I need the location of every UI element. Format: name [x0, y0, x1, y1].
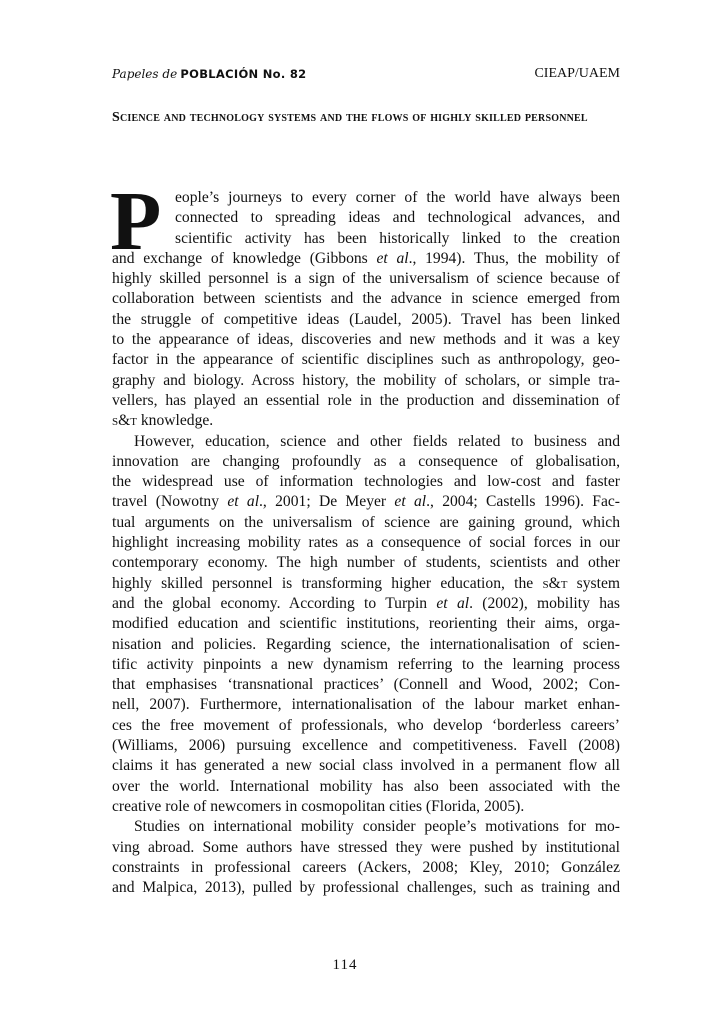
text-run: contemporary economy. The high number of students, scientists and other — [112, 554, 620, 572]
text-line — [112, 553, 620, 573]
text-run: factor in the appearance of scientific disciplines such as anthropology, geo- — [112, 351, 620, 369]
italic-text: et al — [376, 249, 409, 267]
text-run: innovation are changing profoundly as a consequence of globalisation, — [112, 452, 620, 470]
text-run: ving abroad. Some authors have stressed they were pushed by institutional — [112, 838, 620, 856]
text-line — [112, 472, 620, 492]
text-line — [112, 777, 620, 797]
text-run: highlight increasing mobility rates as a consequence of social forces in our — [112, 534, 620, 552]
drop-cap: P — [110, 175, 162, 268]
italic-text: et al — [436, 594, 470, 612]
text-run: and Malpica, 2013), pulled by professional challenges, such as training and — [112, 879, 620, 897]
text-line — [112, 249, 620, 269]
text-run: the widespread use of information technologies and low-cost and faster — [112, 473, 620, 491]
small-caps-text: s&t — [112, 412, 137, 430]
text-line — [112, 838, 620, 858]
text-run: nisation and policies. Regarding science, the internationalisation of scien- — [112, 635, 620, 653]
text-run: that emphasises ‘transnational practices’ (Connell and Wood, 2002; Con- — [112, 676, 620, 694]
text-run: travel (Nowotny — [112, 493, 228, 511]
section-title: Science and technology systems and the flows of highly skilled personnel — [112, 110, 588, 125]
text-line — [112, 817, 620, 837]
text-run: the struggle of competitive ideas (Laudel, 2005). Travel has been linked — [112, 310, 620, 328]
text-run: tual arguments on the universalism of science are gaining ground, which — [112, 513, 620, 531]
text-run: ., 2001; De Meyer — [259, 493, 395, 511]
text-line — [112, 695, 620, 715]
journal-name: POBLACIÓN No. 82 — [180, 67, 307, 81]
text-run: nell, 2007). Furthermore, internationalisation of the labour market enhan- — [112, 696, 620, 714]
text-line — [112, 533, 620, 553]
text-line — [112, 878, 620, 898]
text-line — [112, 188, 620, 208]
text-run: constraints in professional careers (Ackers, 2008; Kley, 2010; González — [112, 858, 620, 876]
text-run: scientific activity has been historically linked to the creation — [175, 229, 620, 247]
text-line — [112, 310, 620, 330]
text-run: over the world. International mobility has also been associated with the — [112, 777, 620, 795]
text-line — [112, 492, 620, 512]
text-run: ces the free movement of professionals, who develop ‘borderless careers’ — [112, 716, 620, 734]
text-line — [112, 675, 620, 695]
text-run: ., 1994). Thus, the mobility of — [408, 249, 620, 267]
text-run: highly skilled personnel is transforming higher education, the — [112, 574, 543, 592]
text-run: to the appearance of ideas, discoveries and new methods and it was a key — [112, 331, 620, 349]
running-header-publisher: CIEAP/UAEM — [534, 66, 620, 81]
text-line — [112, 716, 620, 736]
running-header-journal — [112, 66, 306, 82]
text-run: connected to spreading ideas and technological advances, and — [175, 209, 620, 227]
italic-text: et al — [394, 493, 427, 511]
text-line — [112, 432, 620, 452]
text-run: graphy and biology. Across history, the mobility of scholars, or simple tra- — [112, 371, 620, 389]
text-run: claims it has generated a new social class involved in a permanent flow all — [112, 757, 620, 775]
text-line — [112, 635, 620, 655]
body-text — [112, 188, 620, 898]
text-line — [112, 736, 620, 756]
text-line — [112, 797, 620, 817]
text-run: and the global economy. According to Turpin — [112, 594, 437, 612]
journal-script-label: Papeles de — [112, 67, 178, 81]
text-line — [112, 655, 620, 675]
small-caps-text: s&t — [542, 574, 568, 592]
text-run: modified education and scientific institutions, reorienting their aims, orga- — [112, 615, 620, 633]
text-run: ., 2004; Castells 1996). Fac- — [426, 493, 620, 511]
page-number: 114 — [332, 957, 358, 973]
text-line — [112, 229, 620, 249]
text-line — [112, 208, 620, 228]
text-run: eople’s journeys to every corner of the world have always been — [175, 189, 620, 206]
text-run: creative role of newcomers in cosmopolitan cities (Florida, 2005). — [112, 797, 525, 815]
text-line — [112, 574, 620, 594]
text-run: Studies on international mobility consider people’s motivations for mo- — [134, 818, 620, 836]
text-line — [112, 513, 620, 533]
text-run: highly skilled personnel is a sign of the universalism of science because of — [112, 270, 620, 288]
text-run: knowledge. — [136, 412, 214, 430]
text-run: collaboration between scientists and the advance in science emerged from — [112, 290, 620, 308]
text-line — [112, 411, 620, 431]
text-run: tific activity pinpoints a new dynamism referring to the learning process — [112, 655, 620, 673]
text-run: . (2002), mobility has — [469, 594, 620, 612]
text-run: (Williams, 2006) pursuing excellence and competitiveness. Favell (2008) — [112, 737, 620, 755]
text-line — [112, 269, 620, 289]
text-line — [112, 614, 620, 634]
text-run: However, education, science and other fields related to business and — [134, 432, 620, 450]
text-run: system — [567, 574, 620, 592]
text-line — [112, 452, 620, 472]
text-line — [112, 391, 620, 411]
text-line — [112, 858, 620, 878]
text-run: vellers, has played an essential role in the production and dissemination of — [112, 391, 620, 409]
italic-text: et al — [227, 493, 260, 511]
text-line — [112, 330, 620, 350]
text-line — [112, 756, 620, 776]
text-line — [112, 350, 620, 370]
text-line — [112, 594, 620, 614]
text-run: and exchange of knowledge (Gibbons — [112, 249, 377, 267]
text-line — [112, 371, 620, 391]
text-line — [112, 289, 620, 309]
